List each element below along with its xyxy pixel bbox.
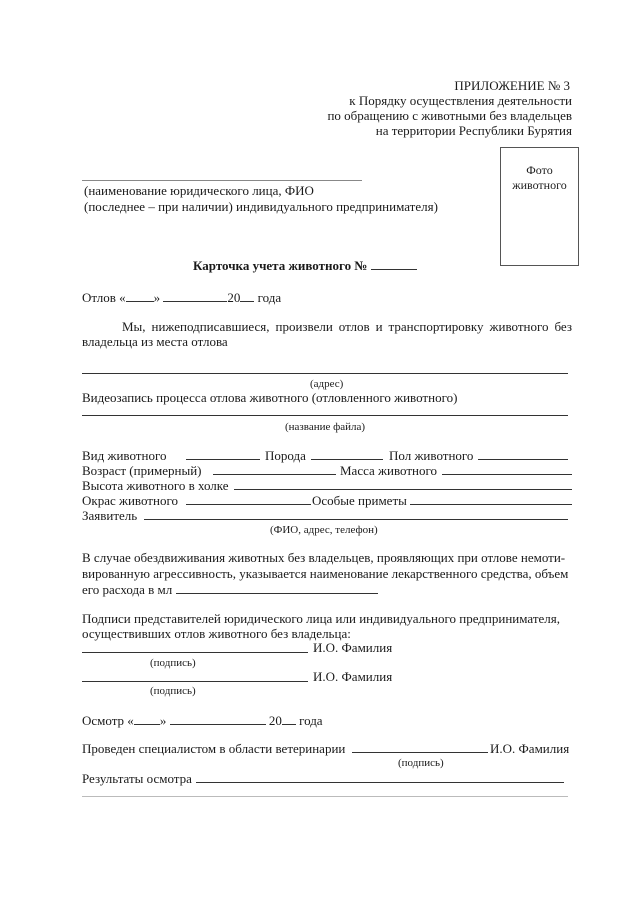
vet-signature-field[interactable] (352, 752, 488, 753)
breed-label: Порода (265, 448, 306, 463)
capture-year-field[interactable] (240, 290, 254, 302)
signature-line-2[interactable] (82, 681, 308, 682)
signatures-intro-2: осуществивших отлов животного без владельца: (82, 626, 351, 641)
marks-field[interactable] (410, 504, 572, 505)
sedation-line-2: вированную агрессивность, указывается наименование лекарственного средства, объем (82, 566, 569, 581)
appendix-title: ПРИЛОЖЕНИЕ № 3 (454, 78, 570, 93)
results-label: Результаты осмотра (82, 771, 192, 786)
color-label: Окрас животного (82, 493, 178, 508)
vet-name: И.О. Фамилия (490, 741, 570, 756)
org-name-line[interactable] (82, 180, 362, 181)
intro-paragraph: Мы, нижеподписавшиеся, произвели отлов и транспортировку животного без владельца из места отлова (82, 319, 572, 349)
applicant-caption: (ФИО, адрес, телефон) (270, 524, 378, 536)
sedation-line-3: его расхода в мл (82, 582, 173, 597)
signature-caption-2: (подпись) (150, 685, 196, 697)
capture-day-field[interactable] (126, 290, 154, 302)
photo-label-1: Фото (526, 163, 553, 177)
vet-label: Проведен специалистом в области ветеринарии (82, 741, 346, 756)
appendix-line-1: к Порядку осуществления деятельности (349, 93, 572, 108)
video-label: Видеозапись процесса отлова животного (отловленного животного) (82, 390, 458, 405)
height-label: Высота животного в холке (82, 478, 229, 493)
weight-field[interactable] (442, 474, 572, 475)
inspection-day-field[interactable] (134, 713, 160, 725)
signature-line-1[interactable] (82, 652, 308, 653)
capture-year-prefix: 20 (227, 290, 241, 305)
photo-box (500, 147, 579, 266)
photo-label-2: животного (512, 178, 567, 192)
signature-name-2: И.О. Фамилия (313, 669, 393, 684)
inspection-month-field[interactable] (170, 713, 266, 725)
height-field[interactable] (234, 489, 572, 490)
inspection-year-prefix: 20 (268, 713, 282, 728)
sex-field[interactable] (478, 459, 568, 460)
animal-type-field[interactable] (186, 459, 260, 460)
card-number-field[interactable] (371, 258, 417, 270)
card-title-text: Карточка учета животного № (193, 258, 368, 273)
inspection-date-mid: » (159, 713, 167, 728)
inspection-year-field[interactable] (282, 713, 296, 725)
color-field[interactable] (186, 504, 311, 505)
signature-name-1: И.О. Фамилия (313, 640, 393, 655)
inspection-date-row (82, 713, 323, 728)
sedation-dose-field[interactable] (176, 593, 378, 594)
age-label: Возраст (примерный) (82, 463, 202, 478)
marks-label: Особые приметы (312, 493, 407, 508)
capture-date-mid: » (153, 290, 161, 305)
filename-line[interactable] (82, 415, 568, 416)
sedation-line-1: В случае обездвиживания животных без владельцев, проявляющих при отлове немоти- (82, 550, 566, 565)
sex-label: Пол животного (389, 448, 474, 463)
signatures-intro-1: Подписи представителей юридического лица или индивидуального предпринимателя, (82, 611, 560, 626)
breed-field[interactable] (311, 459, 383, 460)
filename-caption: (название файла) (285, 421, 366, 433)
capture-date-suffix: года (257, 290, 282, 305)
vet-caption: (подпись) (398, 757, 444, 769)
applicant-label: Заявитель (82, 508, 138, 523)
age-field[interactable] (213, 474, 336, 475)
appendix-line-2: по обращению с животными без владельцев (327, 108, 572, 123)
inspection-date-suffix: года (299, 713, 323, 728)
capture-date-row (82, 290, 281, 305)
address-line[interactable] (82, 373, 568, 374)
appendix-line-3: на территории Республики Бурятия (375, 123, 572, 138)
org-caption-1: (наименование юридического лица, ФИО (84, 183, 314, 198)
weight-label: Масса животного (340, 463, 438, 478)
address-caption: (адрес) (310, 378, 344, 390)
results-field-2[interactable] (82, 796, 568, 797)
results-field[interactable] (196, 782, 564, 783)
capture-month-field[interactable] (163, 290, 227, 302)
capture-date-prefix: Отлов « (82, 290, 126, 305)
card-title (193, 258, 417, 273)
inspection-date-prefix: Осмотр « (82, 713, 134, 728)
signature-caption-1: (подпись) (150, 657, 196, 669)
org-caption-2: (последнее – при наличии) индивидуального предпринимателя) (84, 199, 438, 214)
applicant-field[interactable] (144, 519, 568, 520)
animal-type-label: Вид животного (82, 448, 167, 463)
